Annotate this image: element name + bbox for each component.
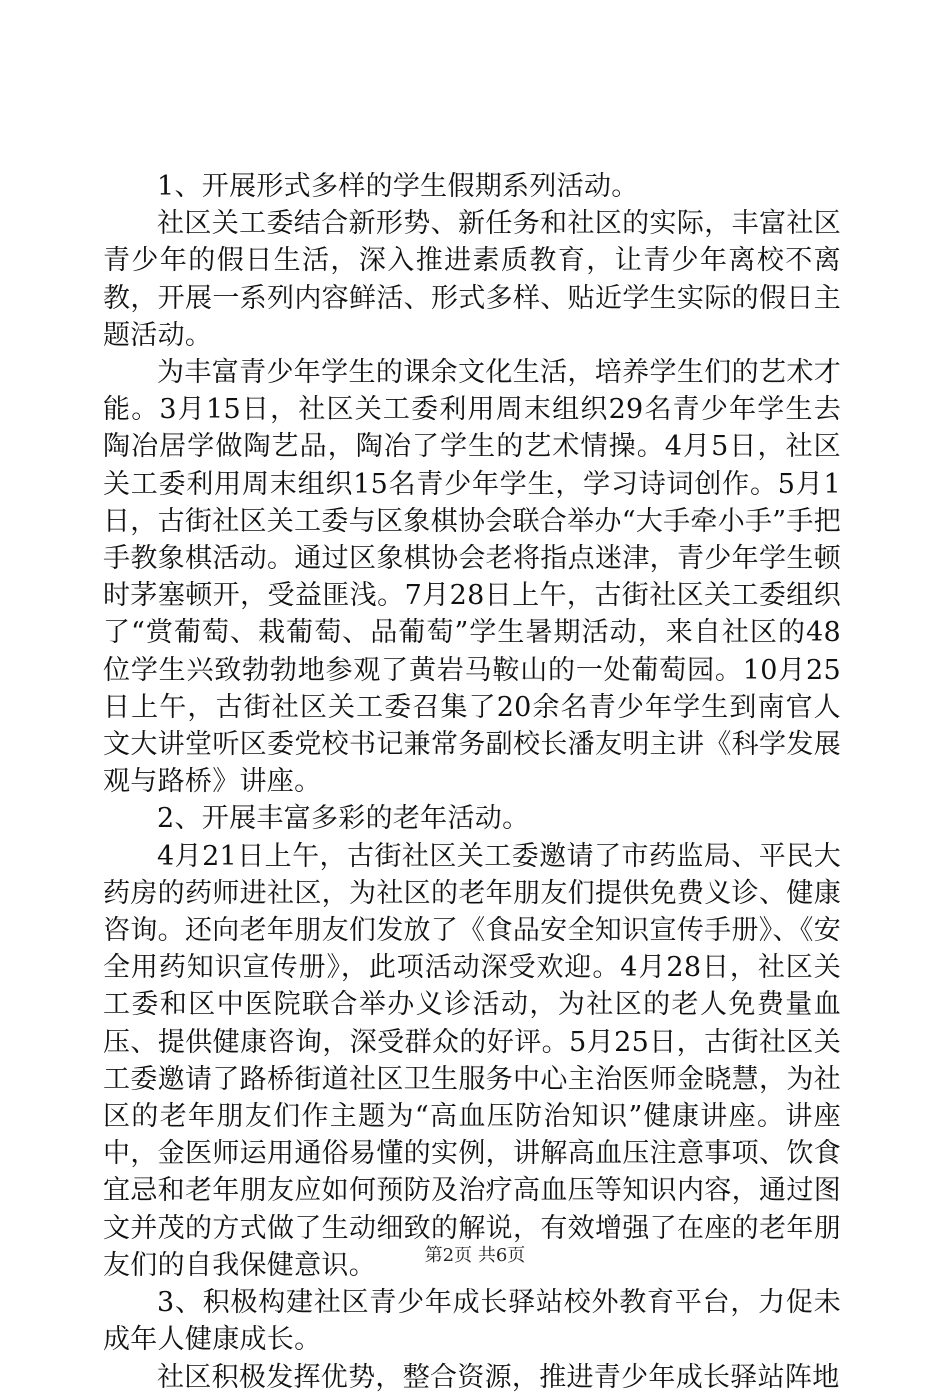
paragraph-student-activities: 为丰富青少年学生的课余文化生活，培养学生们的艺术才能。3月15日，社区关工委利用周末组织29名青少年学生去陶冶居学做陶艺品，陶冶了学生的艺术情操。4月5日，社区关工委利用周末组织15名青少年学生，学习诗词创作。5月1日，古街社区关工委与区象棋协会联合举办“大手牵小手”手把手教象棋活动。通过区象棋协会老将指点迷津，青少年学生顿时茅塞顿开，受益匪浅。7月28日上午，古街社区关工委组织了“赏葡萄、栽葡萄、品葡萄”学生暑期活动，来自社区的48位学生兴致勃勃地参观了黄岩马鞍山的一处葡萄园。10月25日上午，古街社区关工委召集了20余名青少年学生到南官人文大讲堂听区委党校书记兼常务副校长潘友明主讲《科学发展观与路桥》讲座。 (103, 357, 842, 798)
paragraph-holiday-intro: 社区关工委结合新形势、新任务和社区的实际，丰富社区青少年的假日生活，深入推进素质教育，让青少年离校不离教，开展一系列内容鲜活、形式多样、贴近学生实际的假日主题活动。 (103, 208, 841, 351)
heading-student-holiday-activities: 1、开展形式多样的学生假期系列活动。 (157, 171, 639, 202)
page-number-footer: 第2页 共6页 (424, 1245, 526, 1266)
document-body (103, 168, 841, 1396)
heading-youth-station: 3、积极构建社区青少年成长驿站校外教育平台，力促未成年人健康成长。 (103, 1287, 841, 1356)
heading-elderly-activities: 2、开展丰富多彩的老年活动。 (157, 803, 530, 835)
paragraph-youth-station: 社区积极发挥优势，整合资源，推进青少年成长驿站阵地 (157, 1361, 840, 1393)
paragraph-elderly-activities: 4月21日上午，古街社区关工委邀请了市药监局、平民大药房的药师进社区，为社区的老年朋友们提供免费义诊、健康咨询。还向老年朋友们发放了《食品安全知识宣传手册》、《安全用药知识宣传册》，此项活动深受欢迎。4月28日，社区关工委和区中医院联合举办义诊活动，为社区的老人免费量血压、提供健康咨询，深受群众的好评。5月25日，古街社区关工委邀请了路桥街道社区卫生服务中心主治医师金晓慧，为社区的老年朋友们作主题为“高血压防治知识”健康讲座。讲座中，金医师运用通俗易懂的实例，讲解高血压注意事项、饮食宜忌和老年朋友应如何预防及治疗高血压等知识内容，通过图文并茂的方式做了生动细致的解说，有效增强了在座的老年朋友们的自我保健意识。 (103, 840, 841, 1281)
